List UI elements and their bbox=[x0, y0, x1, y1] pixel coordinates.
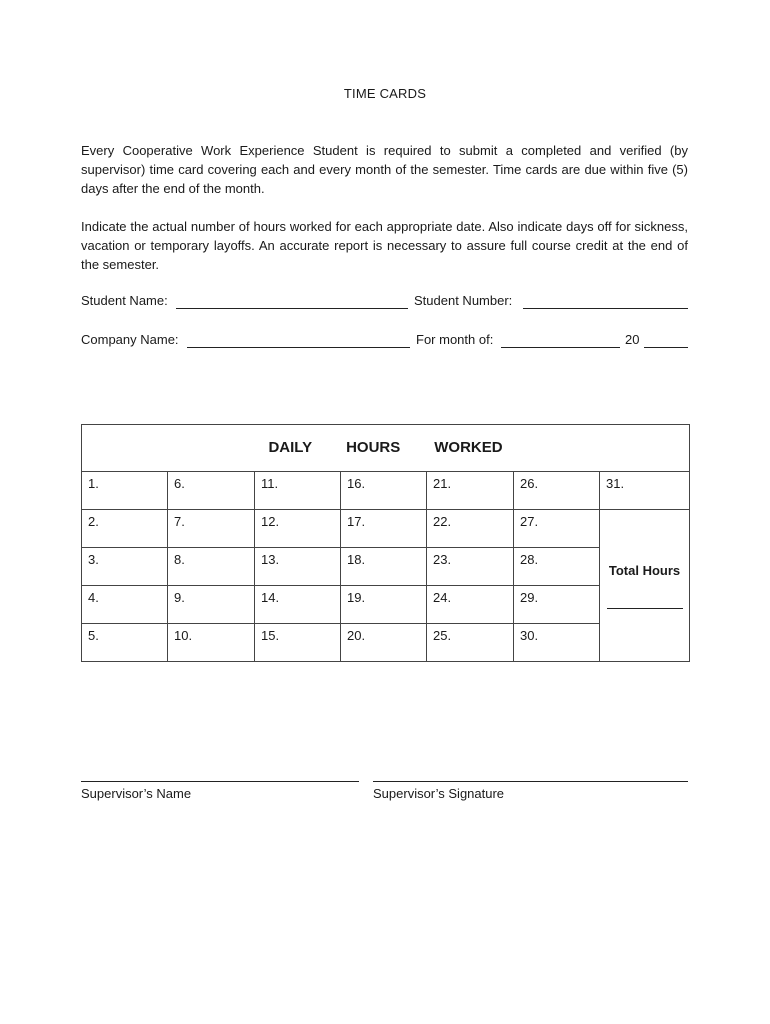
student-info-line bbox=[81, 293, 688, 313]
header-word: HOURS bbox=[346, 438, 401, 456]
day-cell[interactable]: 28. bbox=[514, 548, 600, 586]
for-month-label: For month of: bbox=[416, 332, 494, 347]
day-cell[interactable]: 1. bbox=[82, 472, 168, 510]
company-info-line bbox=[81, 332, 688, 352]
day-cell[interactable]: 14. bbox=[255, 586, 341, 624]
instructions-paragraph-1: Every Cooperative Work Experience Student is required to submit a completed and verified (by supervisor) time card covering each and every month of the semester. Time cards are due within five (5) days after the end of the month. bbox=[81, 143, 688, 196]
supervisor-name-label: Supervisor’s Name bbox=[81, 786, 192, 801]
day-cell[interactable]: 18. bbox=[341, 548, 427, 586]
table-row bbox=[82, 624, 690, 662]
day-cell[interactable]: 12. bbox=[255, 510, 341, 548]
day-cell[interactable]: 22. bbox=[427, 510, 514, 548]
company-name-label: Company Name: bbox=[81, 332, 179, 347]
day-cell[interactable]: 16. bbox=[341, 472, 427, 510]
day-cell[interactable]: 19. bbox=[341, 586, 427, 624]
daily-hours-table bbox=[81, 424, 690, 662]
total-hours-cell[interactable] bbox=[600, 510, 690, 662]
day-cell[interactable]: 20. bbox=[341, 624, 427, 662]
day-cell[interactable]: 30. bbox=[514, 624, 600, 662]
student-name-field[interactable] bbox=[176, 308, 408, 309]
student-number-label: Student Number: bbox=[414, 293, 513, 308]
day-cell[interactable]: 21. bbox=[427, 472, 514, 510]
table-row bbox=[82, 472, 690, 510]
year-prefix: 20 bbox=[625, 332, 640, 347]
total-hours-label: Total Hours bbox=[608, 562, 681, 578]
day-cell[interactable]: 15. bbox=[255, 624, 341, 662]
day-cell[interactable]: 6. bbox=[168, 472, 255, 510]
supervisor-signature-line[interactable] bbox=[373, 781, 688, 782]
day-cell[interactable]: 17. bbox=[341, 510, 427, 548]
day-cell[interactable]: 24. bbox=[427, 586, 514, 624]
day-cell[interactable]: 29. bbox=[514, 586, 600, 624]
header-word: WORKED bbox=[434, 438, 503, 456]
day-cell[interactable]: 9. bbox=[168, 586, 255, 624]
day-cell[interactable]: 4. bbox=[82, 586, 168, 624]
total-hours-field[interactable] bbox=[607, 608, 683, 609]
table-header-row bbox=[82, 425, 690, 472]
table-row bbox=[82, 586, 690, 624]
day-cell[interactable]: 11. bbox=[255, 472, 341, 510]
day-cell[interactable]: 26. bbox=[514, 472, 600, 510]
month-field[interactable] bbox=[501, 347, 620, 348]
day-cell[interactable]: 27. bbox=[514, 510, 600, 548]
day-cell[interactable]: 13. bbox=[255, 548, 341, 586]
table-row bbox=[82, 510, 690, 548]
page-title: TIME CARDS bbox=[343, 86, 427, 101]
day-cell[interactable]: 2. bbox=[82, 510, 168, 548]
day-cell[interactable]: 7. bbox=[168, 510, 255, 548]
day-cell[interactable]: 25. bbox=[427, 624, 514, 662]
student-number-field[interactable] bbox=[523, 308, 688, 309]
day-cell[interactable]: 5. bbox=[82, 624, 168, 662]
header-word: DAILY bbox=[268, 438, 313, 456]
year-field[interactable] bbox=[644, 347, 688, 348]
company-name-field[interactable] bbox=[187, 347, 410, 348]
day-cell[interactable]: 31. bbox=[600, 472, 690, 510]
table-row bbox=[82, 548, 690, 586]
day-cell[interactable]: 23. bbox=[427, 548, 514, 586]
day-cell[interactable]: 10. bbox=[168, 624, 255, 662]
day-cell[interactable]: 8. bbox=[168, 548, 255, 586]
student-name-label: Student Name: bbox=[81, 293, 168, 308]
supervisor-name-line[interactable] bbox=[81, 781, 359, 782]
day-cell[interactable]: 3. bbox=[82, 548, 168, 586]
supervisor-signature-label: Supervisor’s Signature bbox=[373, 786, 505, 801]
table-header bbox=[82, 425, 690, 472]
instructions-paragraph-2: Indicate the actual number of hours worked for each appropriate date. Also indicate days off for sickness, vacation or temporary layoffs. An accurate report is necessary to assure full course credit at the end of the semester. bbox=[81, 219, 688, 272]
